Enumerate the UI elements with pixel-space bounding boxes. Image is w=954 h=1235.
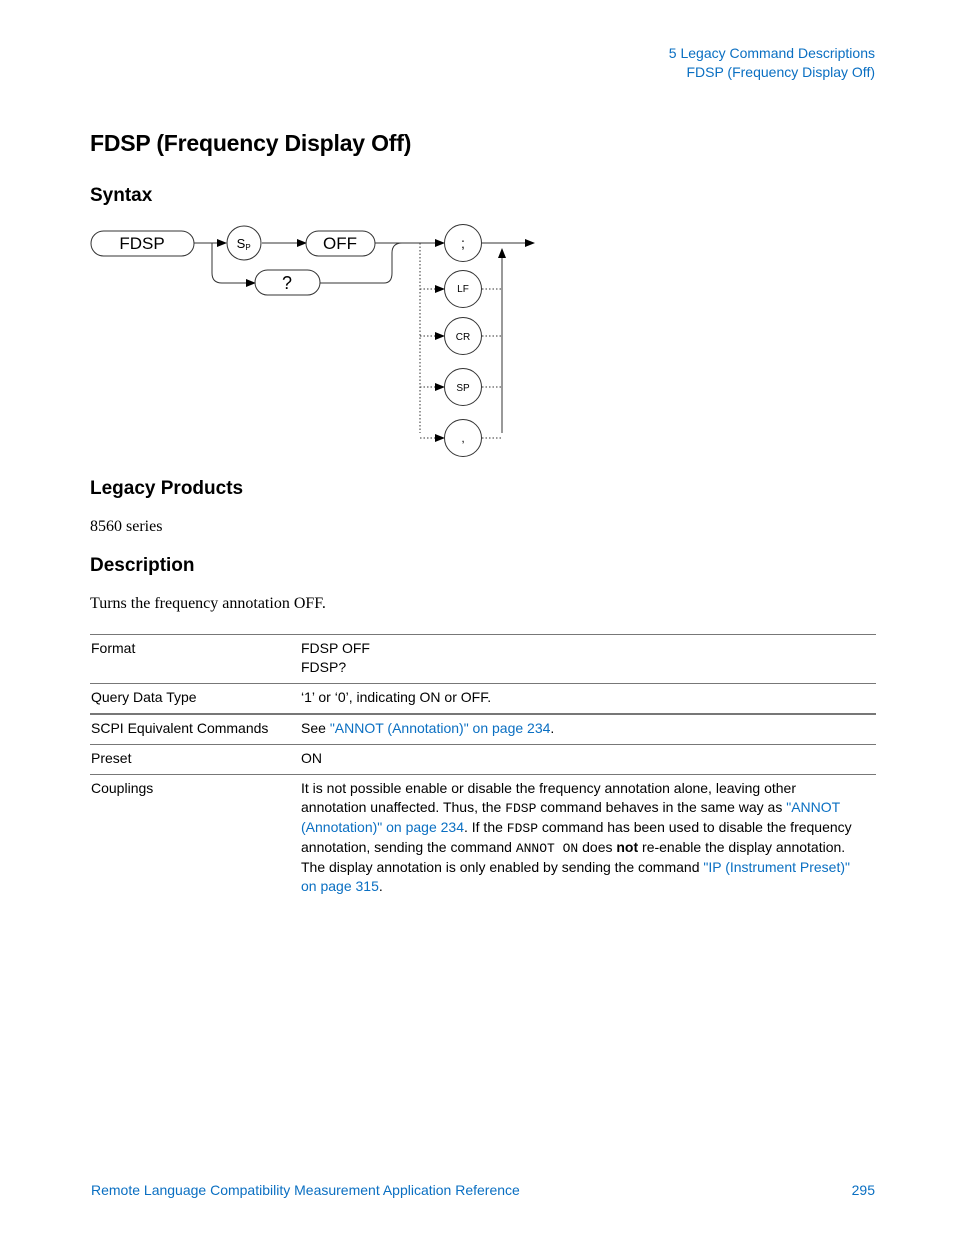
term-semicolon: ;	[461, 235, 465, 251]
code-annot-on: ANNOT ON	[515, 841, 579, 856]
couplings-text-5: does	[578, 839, 617, 855]
term-cr: CR	[455, 332, 471, 343]
table-row	[90, 714, 876, 745]
syntax-off-label: OFF	[323, 234, 357, 253]
syntax-sp-label: S	[236, 236, 246, 251]
term-lf: LF	[457, 284, 469, 295]
preset-value: ON	[300, 745, 876, 775]
syntax-diagram	[88, 222, 548, 462]
scpi-value	[300, 714, 876, 745]
table-row	[90, 745, 876, 775]
annot-link[interactable]: "ANNOT (Annotation)" on page 234	[301, 799, 840, 835]
scpi-see: See	[301, 720, 330, 736]
bold-not: not	[616, 839, 639, 855]
couplings-text-6: re-enable the display annotation. The display annotation is only enabled by sending the command	[301, 839, 846, 875]
format-line-1: FDSP OFF	[301, 640, 370, 656]
term-comma: ,	[461, 431, 465, 445]
qdt-label: Query Data Type	[90, 684, 300, 715]
format-label: Format	[90, 635, 300, 684]
table-row	[90, 775, 876, 903]
scpi-link[interactable]: "ANNOT (Annotation)" on page 234	[329, 720, 551, 736]
qdt-value: ‘1’ or ‘0’, indicating ON or OFF.	[300, 684, 876, 715]
preset-label: Preset	[90, 745, 300, 775]
syntax-sp-sub: P	[245, 243, 251, 252]
description-text: Turns the frequency annotation OFF.	[90, 595, 326, 612]
couplings-text-3: . If the	[463, 819, 507, 835]
footer-title: Remote Language Compatibility Measurement Application Reference	[91, 1182, 520, 1198]
running-header	[669, 44, 875, 82]
header-chapter[interactable]: 5 Legacy Command Descriptions	[668, 45, 875, 61]
format-value	[300, 635, 876, 684]
ip-link[interactable]: "IP (Instrument Preset)" on page 315	[301, 859, 850, 894]
code-fdsp: FDSP	[505, 801, 537, 816]
couplings-text-2: command behaves in the same way as	[536, 799, 787, 815]
syntax-query-label: ?	[281, 273, 293, 293]
scpi-label: SCPI Equivalent Commands	[90, 714, 300, 745]
scpi-end: .	[550, 720, 555, 736]
header-section[interactable]: FDSP (Frequency Display Off)	[686, 64, 875, 80]
footer	[91, 1182, 875, 1198]
table-row	[90, 635, 876, 684]
syntax-heading: Syntax	[90, 185, 153, 206]
couplings-text-1: It is not possible enable or disable the frequency annotation alone, leaving other annotation unaffected. Thus, the	[301, 780, 797, 815]
legacy-text: 8560 series	[90, 518, 163, 535]
table-row	[90, 684, 876, 715]
page-title: FDSP (Frequency Display Off)	[90, 130, 412, 156]
page-number: 295	[851, 1182, 875, 1198]
couplings-text-7: .	[378, 878, 383, 894]
couplings-value	[300, 775, 876, 903]
syntax-fdsp-label: FDSP	[119, 234, 165, 253]
term-sp: SP	[456, 383, 470, 394]
legacy-heading: Legacy Products	[90, 478, 244, 499]
format-line-2: FDSP?	[301, 659, 347, 675]
command-table	[90, 634, 876, 902]
couplings-text-4: command has been used to disable the frequency annotation, sending the command	[301, 819, 852, 855]
couplings-label: Couplings	[90, 775, 300, 903]
description-heading: Description	[90, 555, 195, 576]
code-fdsp: FDSP	[506, 821, 539, 836]
